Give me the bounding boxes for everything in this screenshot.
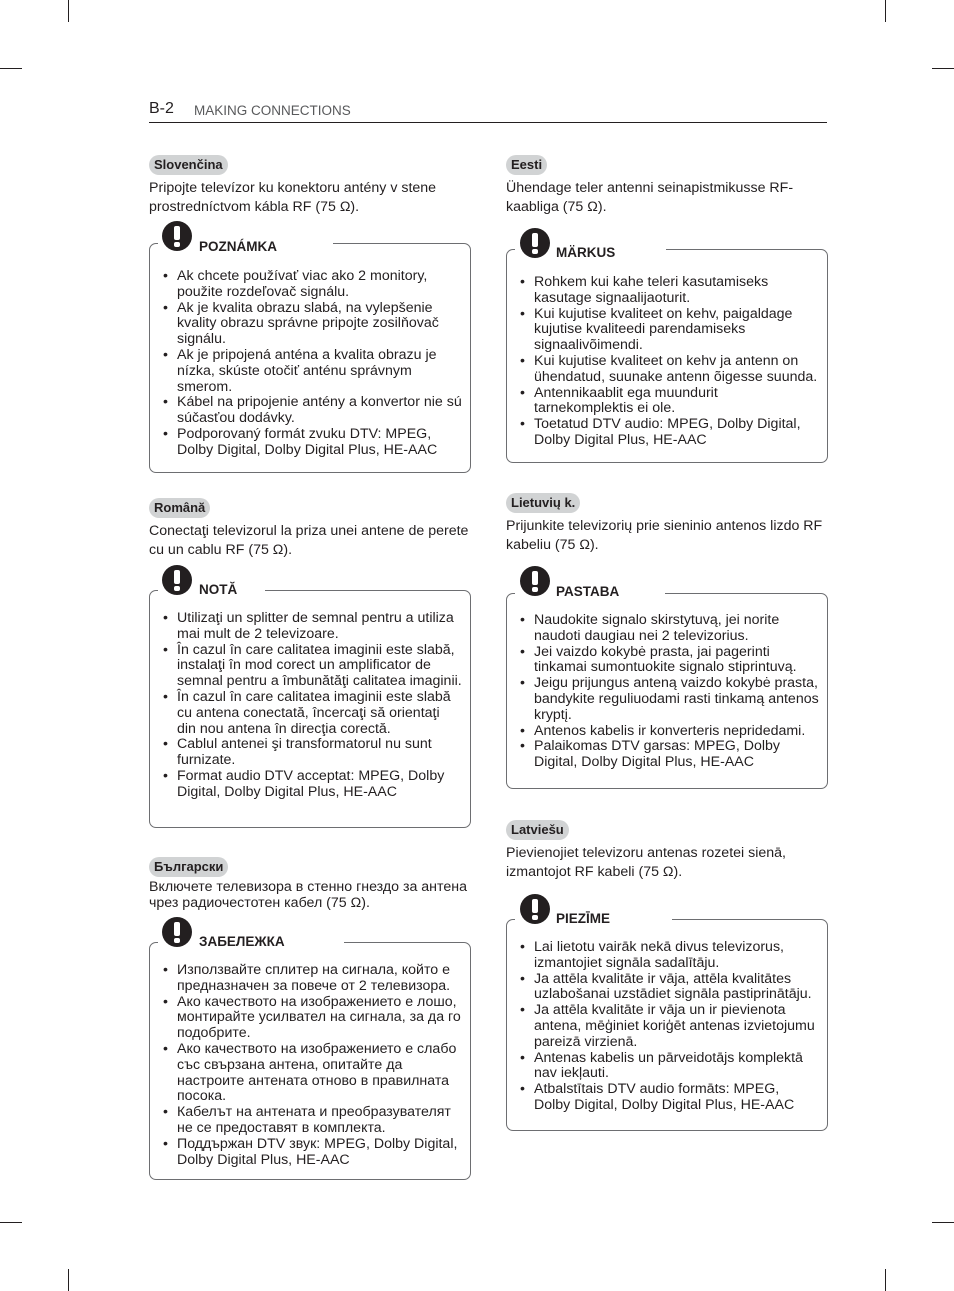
language-badge: Latviešu (506, 820, 569, 840)
list-item: • Поддържан DTV звук: MPEG, Dolby Digital, Dolby Digital Plus, HE-AAC (163, 1137, 462, 1169)
section-balgarski (149, 857, 471, 1168)
section-latviesu (506, 820, 828, 1113)
list-item: • Ja attēla kvalitāte ir vāja, attēla kvalitātes uzlabošanai uzstādiet signāla pastiprinātāju. (520, 972, 819, 1004)
list-item: • În cazul în care calitatea imaginii este slabă cu antena conectată, încercaţi să orientaţi din nou antena în direcţia corectă. (163, 690, 462, 737)
page-number: B-2 (149, 100, 174, 117)
crop-mark (932, 1222, 954, 1223)
list-item: • Antennikaablit ega muundurit tarnekomplektis ei ole. (520, 386, 819, 418)
section-intro: Conectaţi televizorul la priza unei antene de perete cu un cablu RF (75 Ω). (149, 523, 469, 558)
note-box (506, 245, 828, 463)
note-box (149, 239, 471, 473)
crop-mark (68, 1269, 69, 1291)
crop-mark (885, 1269, 886, 1291)
crop-mark (885, 0, 886, 22)
list-item: • Naudokite signalo skirstytuvą, jei norite naudoti daugiau nei 2 televizorius. (520, 613, 819, 645)
section-slovencina (149, 155, 471, 458)
note-label: MÄRKUS (556, 245, 616, 260)
exclamation-icon (162, 221, 192, 251)
note-label: POZNÁMKA (199, 239, 277, 254)
exclamation-icon (162, 565, 192, 595)
list-item: • Ak je pripojená anténa a kvalita obrazu je nízka, skúste otočiť anténu správnym smerom. (163, 348, 462, 395)
list-item: • Utilizaţi un splitter de semnal pentru a utiliza mai mult de 2 televizoare. (163, 611, 462, 643)
note-label: NOTĂ (199, 582, 238, 597)
exclamation-icon (520, 228, 550, 258)
list-item: • Podporovaný formát zvuku DTV: MPEG, Dolby Digital, Dolby Digital Plus, HE-AAC (163, 427, 462, 459)
list-item: • Ja attēla kvalitāte ir vāja un ir pievienota antena, mēģiniet koriģēt antenas izvietojumu pareizā virzienā. (520, 1003, 819, 1050)
exclamation-icon (162, 917, 192, 947)
list-item: • Kábel na pripojenie antény a konvertor nie sú súčasťou dodávky. (163, 395, 462, 427)
list-item: • Ако качеството на изображението е слабо със свързана антена, опитайте да настроите антената отново в правилната посока. (163, 1042, 462, 1105)
list-item: • Кабелът на антената и преобразувателят не се предоставят в комплекта. (163, 1105, 462, 1137)
section-intro: Pievienojiet televizoru antenas rozetei sienā, izmantojot RF kabeli (75 Ω). (506, 845, 786, 880)
list-item: • În cazul în care calitatea imaginii este slabă, instalaţi în mod corect un amplificator de semnal pentru a îmbunătăţi calitatea imaginii. (163, 643, 462, 690)
list-item: • Ak chcete používať viac ako 2 monitory, použite rozdeľovač signálu. (163, 269, 462, 301)
crop-mark (0, 1222, 22, 1223)
language-badge: Eesti (506, 155, 547, 175)
list-item: • Ak je kvalita obrazu slabá, na vylepšenie kvality obrazu správne pripojte zosilňovač signálu. (163, 301, 462, 348)
note-box (506, 584, 828, 789)
section-intro: Pripojte televízor ku konektoru antény v stene prostredníctvom kábla RF (75 Ω). (149, 180, 437, 215)
list-item: • Lai lietotu vairāk nekā divus televizorus, izmantojiet signāla sadalītāju. (520, 940, 819, 972)
list-item: • Kui kujutise kvaliteet on kehv ja antenn on ühendatud, suunake antenn õigesse suunda. (520, 354, 819, 386)
list-item: • Kui kujutise kvaliteet on kehv, paigaldage kujutise kvaliteedi parendamiseks signaalivõimendi. (520, 307, 819, 354)
list-item: • Cablul antenei şi transformatorul nu sunt furnizate. (163, 737, 462, 769)
note-label: PASTABA (556, 584, 620, 599)
note-list (520, 940, 819, 1114)
note-list (520, 275, 819, 449)
note-list (163, 269, 462, 459)
page-title: MAKING CONNECTIONS (194, 103, 351, 118)
crop-mark (0, 68, 22, 69)
list-item: • Antenas kabelis un pārveidotājs komplektā nav iekļauti. (520, 1051, 819, 1083)
note-label: PIEZĪME (556, 911, 611, 926)
list-item: • Antenos kabelis ir konverteris nepridedami. (520, 724, 819, 740)
language-badge: Български (149, 857, 228, 877)
exclamation-icon (520, 566, 550, 596)
crop-mark (932, 68, 954, 69)
list-item: • Atbalstītais DTV audio formāts: MPEG, Dolby Digital, Dolby Digital Plus, HE-AAC (520, 1082, 819, 1114)
note-box (149, 582, 471, 828)
list-item: • Jeigu prijungus anteną vaizdo kokybė prasta, bandykite reguliuodami rasti tinkamą antenos kryptį. (520, 676, 819, 723)
list-item: • Palaikomas DTV garsas: MPEG, Dolby Digital, Dolby Digital Plus, HE-AAC (520, 739, 819, 771)
list-item: • Format audio DTV acceptat: MPEG, Dolby Digital, Dolby Digital Plus, HE-AAC (163, 769, 462, 801)
list-item: • Използвайте сплитер на сигнала, който е предназначен за повече от 2 телевизора. (163, 963, 462, 995)
crop-mark (68, 0, 69, 22)
note-list (163, 611, 462, 801)
language-badge: Slovenčina (149, 155, 228, 175)
list-item: • Jei vaizdo kokybė prasta, jai pagerinti tinkamai sumontuokite signalo stiprintuvą. (520, 645, 819, 677)
list-item: • Rohkem kui kahe teleri kasutamiseks kasutage signaalijaoturit. (520, 275, 819, 307)
note-box (149, 934, 471, 1180)
list-item: • Toetatud DTV audio: MPEG, Dolby Digital, Dolby Digital Plus, HE-AAC (520, 417, 819, 449)
exclamation-icon (520, 894, 550, 924)
section-romana (149, 498, 471, 800)
list-item: • Ако качеството на изображението е лошо, монтирайте усилвател на сигнала, за да го подобрите. (163, 995, 462, 1042)
note-box (506, 911, 828, 1131)
section-eesti (506, 155, 828, 448)
section-intro: Ühendage teler antenni seinapistmikusse RF-kaabliga (75 Ω). (506, 180, 794, 215)
note-list (163, 963, 462, 1168)
note-label: ЗАБЕЛЕЖКА (199, 934, 285, 949)
note-list (520, 613, 819, 771)
section-intro: Включете телевизора в стенно гнездо за антена чрез радиочестотен кабел (75 Ω). (149, 879, 467, 911)
page-header (149, 100, 827, 123)
language-badge: Română (149, 498, 210, 518)
section-intro: Prijunkite televizorių prie sieninio antenos lizdo RF kabeliu (75 Ω). (506, 518, 823, 553)
section-lietuviu (506, 493, 828, 771)
language-badge: Lietuvių k. (506, 493, 580, 513)
